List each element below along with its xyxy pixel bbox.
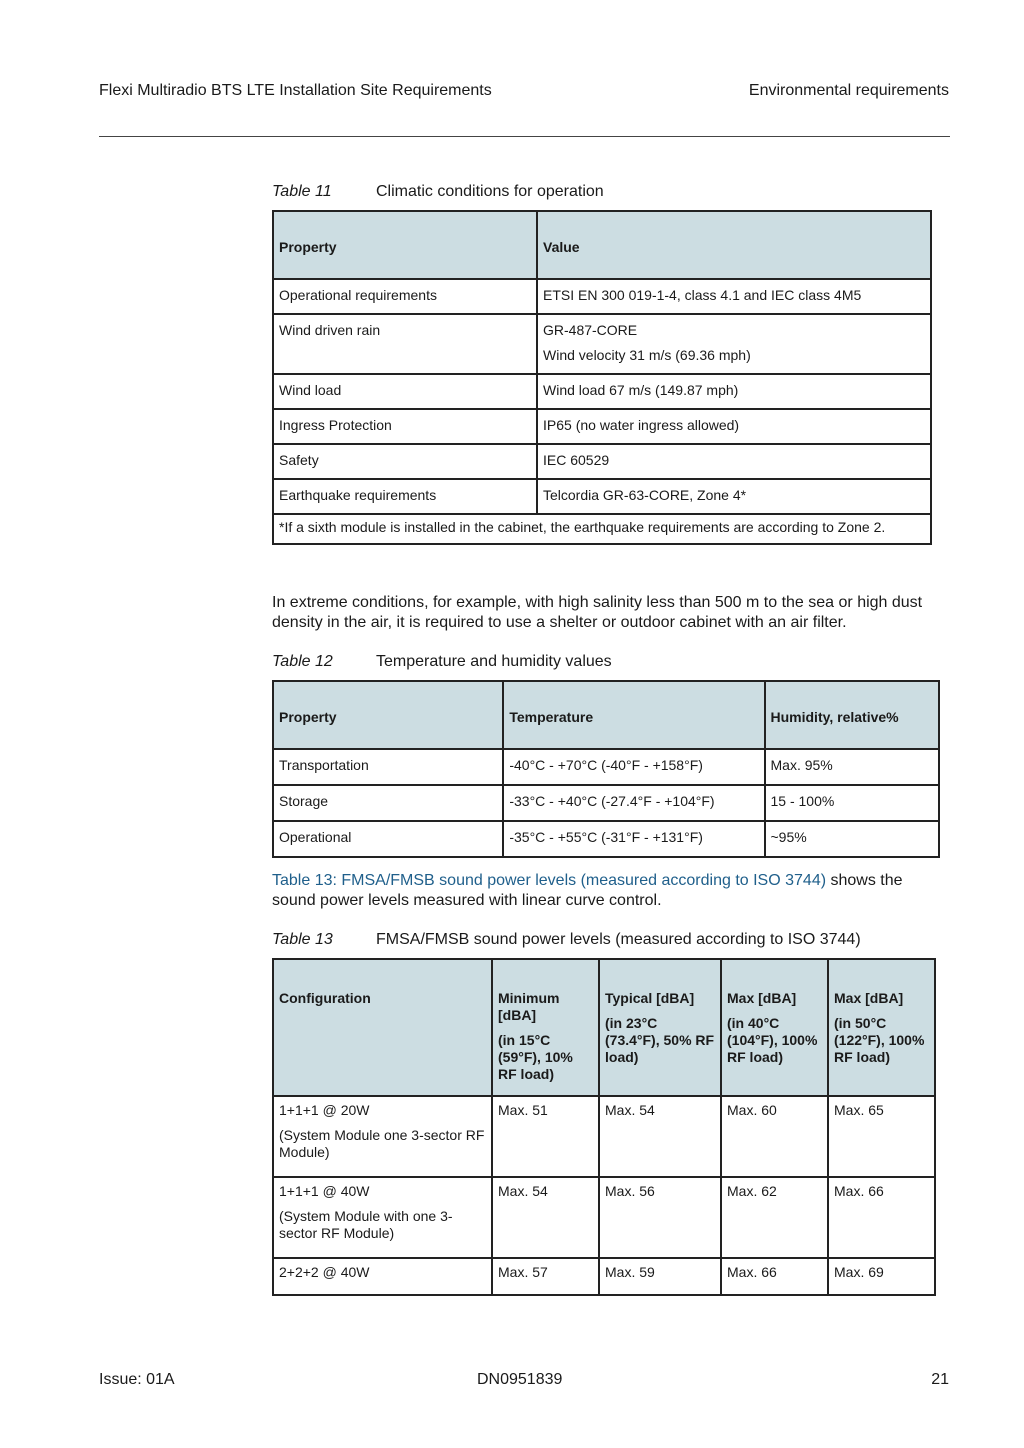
table13-caption	[272, 931, 861, 949]
paragraph-text: shows the sound power levels measured with linear curve control.	[272, 872, 903, 909]
column-header-max-50c	[828, 959, 935, 1096]
footer-document-id: DN0951839	[477, 1371, 563, 1388]
cell-configuration	[273, 1177, 492, 1258]
table12-caption-number: Table 12	[272, 653, 333, 670]
cell-max-40c: Max. 66	[721, 1258, 828, 1295]
cell-property: Safety	[273, 444, 537, 479]
body-paragraph-sound-levels	[272, 871, 942, 911]
cell-typical: Max. 56	[599, 1177, 721, 1258]
running-header-title: Flexi Multiradio BTS LTE Installation Site Requirements	[99, 82, 492, 99]
table-header-row	[273, 211, 931, 279]
table13-caption-number: Table 13	[272, 931, 333, 948]
column-header-temperature: Temperature	[503, 681, 764, 749]
table-footnote: *If a sixth module is installed in the cabinet, the earthquake requirements are according to Zone 2.	[273, 514, 931, 544]
cell-value-line: Wind velocity 31 m/s (69.36 mph)	[543, 347, 751, 363]
column-header-label: Max [dBA]	[727, 990, 797, 1006]
cell-max-40c: Max. 62	[721, 1177, 828, 1258]
header-divider	[99, 136, 950, 137]
table-row	[273, 749, 939, 785]
table-row	[273, 314, 931, 374]
table-note-row	[273, 514, 931, 544]
cell-temperature: -40°C - +70°C (-40°F - +158°F)	[503, 749, 764, 785]
cell-temperature: -33°C - +40°C (-27.4°F - +104°F)	[503, 785, 764, 821]
table-header-row	[273, 681, 939, 749]
cell-temperature: -35°C - +55°C (-31°F - +131°F)	[503, 821, 764, 857]
cell-value-line: GR-487-CORE	[543, 322, 638, 338]
configuration-name: 1+1+1 @ 40W	[279, 1183, 370, 1199]
table12-caption	[272, 653, 612, 671]
cell-property: Earthquake requirements	[273, 479, 537, 514]
cell-value: IP65 (no water ingress allowed)	[537, 409, 931, 444]
configuration-description: (System Module one 3-sector RF Module)	[279, 1127, 485, 1160]
cell-max-40c: Max. 60	[721, 1096, 828, 1177]
cell-minimum: Max. 54	[492, 1177, 599, 1258]
cell-humidity: Max. 95%	[765, 749, 940, 785]
cell-property: Transportation	[273, 749, 503, 785]
column-header-property: Property	[273, 211, 537, 279]
column-header-typical	[599, 959, 721, 1096]
cell-value: Telcordia GR-63-CORE, Zone 4*	[537, 479, 931, 514]
column-header-max-40c	[721, 959, 828, 1096]
column-header-minimum	[492, 959, 599, 1096]
cell-max-50c: Max. 65	[828, 1096, 935, 1177]
column-header-label: Max [dBA]	[834, 990, 904, 1006]
table-header-row	[273, 959, 935, 1096]
table-row	[273, 479, 931, 514]
cell-property: Ingress Protection	[273, 409, 537, 444]
cell-property: Wind load	[273, 374, 537, 409]
footer-issue: Issue: 01A	[99, 1371, 175, 1388]
column-header-label: Minimum [dBA]	[498, 990, 560, 1023]
table-temperature-humidity	[272, 680, 940, 858]
cell-configuration	[273, 1096, 492, 1177]
cell-minimum: Max. 57	[492, 1258, 599, 1295]
table-row	[273, 821, 939, 857]
body-paragraph-extreme-conditions: In extreme conditions, for example, with high salinity less than 500 m to the sea or high dust density in the air, it is required to use a shelter or outdoor cabinet with an air filter.	[272, 594, 923, 631]
table-row	[273, 785, 939, 821]
cell-max-50c: Max. 69	[828, 1258, 935, 1295]
cell-value: Wind load 67 m/s (149.87 mph)	[537, 374, 931, 409]
footer-page-number: 21	[931, 1371, 949, 1388]
configuration-description: (System Module with one 3-sector RF Module)	[279, 1208, 453, 1241]
column-header-condition: (in 15°C (59°F), 10% RF load)	[498, 1032, 573, 1082]
column-header-humidity: Humidity, relative%	[765, 681, 940, 749]
running-header-section: Environmental requirements	[748, 82, 949, 99]
cell-property: Operational	[273, 821, 503, 857]
table12-caption-title: Temperature and humidity values	[376, 653, 612, 670]
cell-property: Operational requirements	[273, 279, 537, 314]
table13-caption-title: FMSA/FMSB sound power levels (measured according to ISO 3744)	[376, 931, 861, 948]
table-sound-power-levels	[272, 958, 936, 1296]
table-row	[273, 1258, 935, 1295]
table-climatic-conditions	[272, 210, 932, 545]
cell-typical: Max. 59	[599, 1258, 721, 1295]
column-header-value: Value	[537, 211, 931, 279]
table-row	[273, 1096, 935, 1177]
cell-value: ETSI EN 300 019-1-4, class 4.1 and IEC class 4M5	[537, 279, 931, 314]
table11-caption	[272, 183, 604, 201]
cell-value: IEC 60529	[537, 444, 931, 479]
column-header-label: Configuration	[279, 990, 371, 1006]
cell-property: Storage	[273, 785, 503, 821]
column-header-configuration	[273, 959, 492, 1096]
table-row	[273, 444, 931, 479]
cell-configuration: 2+2+2 @ 40W	[273, 1258, 492, 1295]
cell-property: Wind driven rain	[273, 314, 537, 374]
table13-cross-reference-link[interactable]: Table 13: FMSA/FMSB sound power levels (measured according to ISO 3744)	[272, 872, 827, 889]
table-row	[273, 374, 931, 409]
table11-caption-title: Climatic conditions for operation	[376, 183, 604, 200]
cell-max-50c: Max. 66	[828, 1177, 935, 1258]
cell-typical: Max. 54	[599, 1096, 721, 1177]
column-header-label: Typical [dBA]	[605, 990, 695, 1006]
table-row	[273, 279, 931, 314]
cell-value	[537, 314, 931, 374]
cell-humidity: 15 - 100%	[765, 785, 940, 821]
column-header-property: Property	[273, 681, 503, 749]
cell-humidity: ~95%	[765, 821, 940, 857]
table11-caption-number: Table 11	[272, 183, 332, 200]
table-row	[273, 1177, 935, 1258]
configuration-name: 1+1+1 @ 20W	[279, 1102, 370, 1118]
column-header-condition: (in 50°C (122°F), 100% RF load)	[834, 1015, 925, 1065]
column-header-condition: (in 40°C (104°F), 100% RF load)	[727, 1015, 818, 1065]
cell-minimum: Max. 51	[492, 1096, 599, 1177]
table-row	[273, 409, 931, 444]
column-header-condition: (in 23°C (73.4°F), 50% RF load)	[605, 1015, 715, 1065]
